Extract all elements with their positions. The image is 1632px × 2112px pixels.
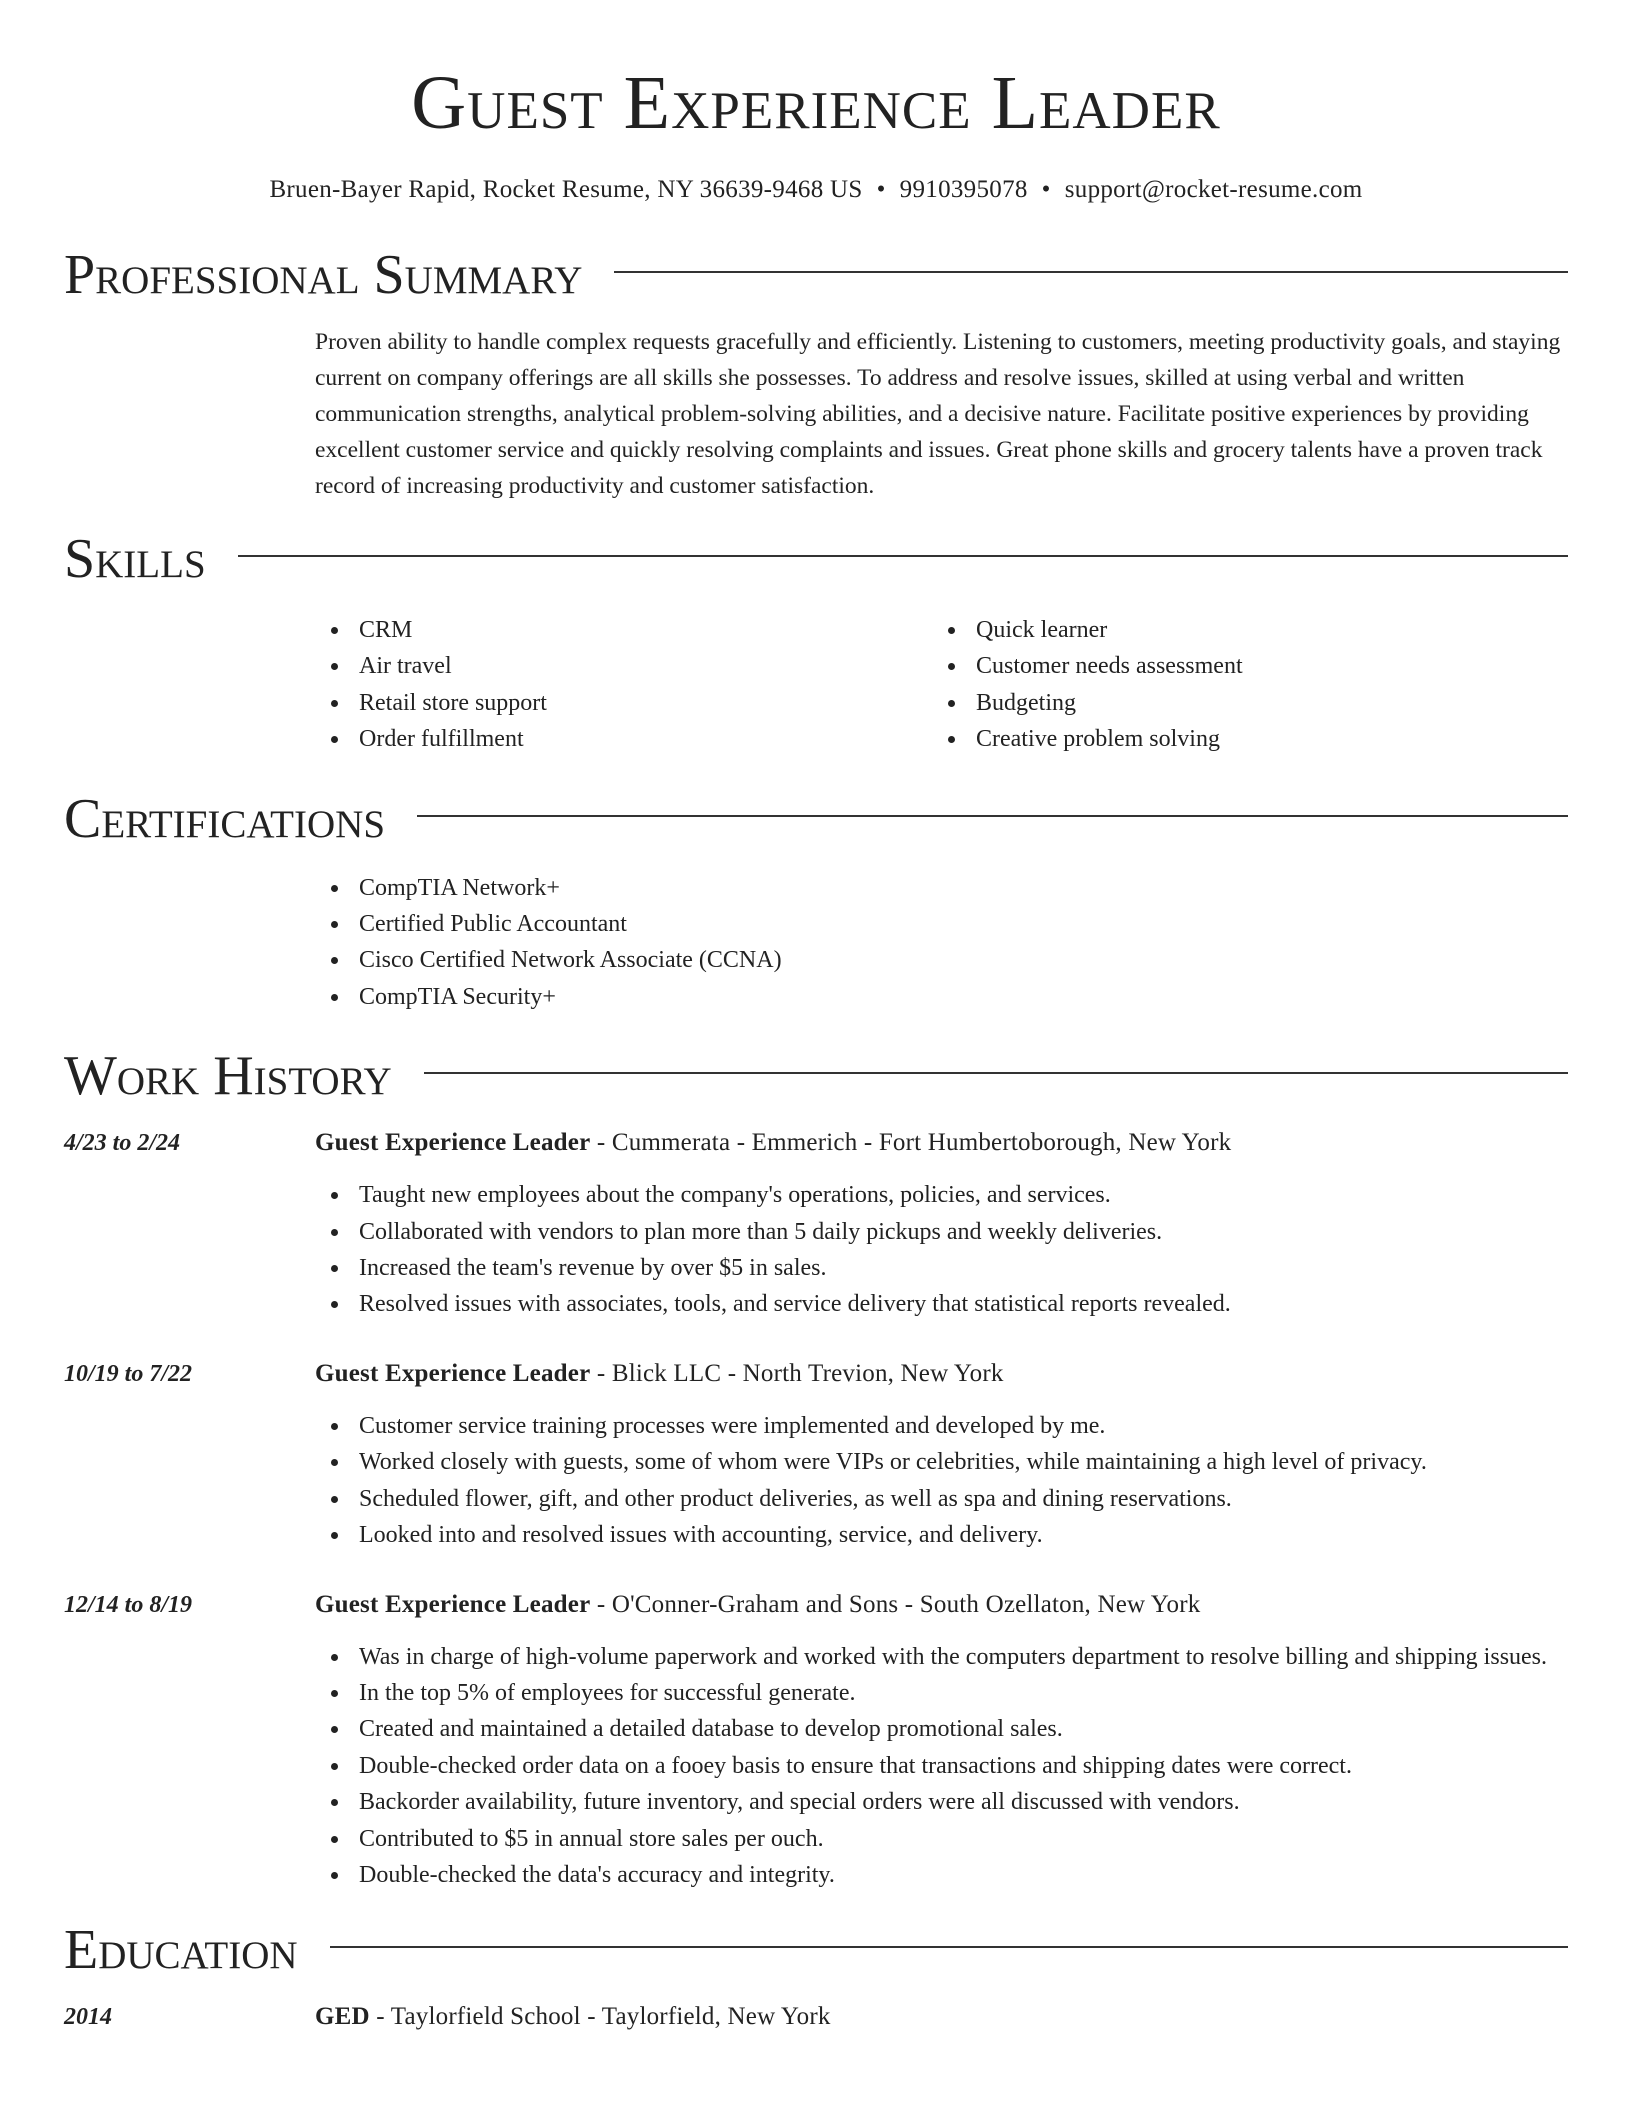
job-duty: Contributed to $5 in annual store sales per ouch.: [315, 1821, 1569, 1857]
job-date: 4/23 to 2/24: [64, 1130, 181, 1157]
section-divider: [238, 555, 1568, 557]
certification-item: CompTIA Network+: [315, 870, 1569, 906]
work-history-heading: Work History: [64, 1045, 392, 1108]
skill-item: Customer needs assessment: [932, 648, 1549, 684]
job-duty: Double-checked order data on a fooey basis to ensure that transactions and shipping dates were correct.: [315, 1748, 1569, 1784]
job-role: Guest Experience Leader: [315, 1129, 591, 1157]
job-duty: In the top 5% of employees for successful generate.: [315, 1675, 1569, 1711]
education-date: 2014: [64, 2004, 112, 2031]
job-duty: Backorder availability, future inventory, and special orders were all discussed with vendors.: [315, 1784, 1569, 1820]
job-duty: Collaborated with vendors to plan more than 5 daily pickups and weekly deliveries.: [315, 1214, 1569, 1250]
job-employer: - Cummerata - Emmerich - Fort Humbertoborough, New York: [590, 1129, 1232, 1157]
skill-item: Order fulfillment: [315, 721, 932, 757]
job-duty: Customer service training processes were implemented and developed by me.: [315, 1408, 1569, 1444]
skills-list-left: [315, 612, 932, 758]
contact-separator: •: [876, 176, 886, 203]
certification-item: CompTIA Security+: [315, 979, 1569, 1015]
summary-text: Proven ability to handle complex requests gracefully and efficiently. Listening to customers, meeting productivity goals, and staying current on company offerings are all skills she possesses. To address and resolve issues, skilled at using verbal and written communication strengths, analytical problem-solving abilities, and a decisive nature. Facilitate positive experiences by providing excellent customer service and quickly resolving complaints and issues. Great phone skills and grocery talents have a proven track record of increasing productivity and customer satisfaction.: [315, 329, 1561, 499]
job-duties-list: [315, 1177, 1569, 1323]
section-divider: [330, 1946, 1568, 1948]
certifications-heading: Certifications: [64, 787, 386, 850]
contact-line: [64, 174, 1568, 206]
job-entry: [64, 1125, 1568, 1323]
contact-phone: 9910395078: [899, 176, 1028, 203]
certifications-section: [64, 788, 1568, 1016]
job-date: 10/19 to 7/22: [64, 1360, 193, 1387]
job-title-line: [315, 1125, 1231, 1161]
skills-list-right: [932, 612, 1549, 758]
job-duty: Created and maintained a detailed database to develop promotional sales.: [315, 1711, 1569, 1747]
skill-item: Budgeting: [932, 685, 1549, 721]
skill-item: Retail store support: [315, 685, 932, 721]
job-date: 12/14 to 8/19: [64, 1591, 193, 1618]
certification-item: Cisco Certified Network Associate (CCNA): [315, 942, 1569, 978]
job-duty: Worked closely with guests, some of whom were VIPs or celebrities, while maintaining a high level of privacy.: [315, 1444, 1569, 1480]
skill-item: Creative problem solving: [932, 721, 1549, 757]
job-title-line: [315, 1356, 1004, 1392]
job-role: Guest Experience Leader: [315, 1359, 591, 1387]
job-entry: [64, 1356, 1568, 1554]
job-role: Guest Experience Leader: [315, 1590, 591, 1618]
job-duty: Increased the team's revenue by over $5 in sales.: [315, 1250, 1569, 1286]
certification-item: Certified Public Accountant: [315, 906, 1569, 942]
job-duty: Resolved issues with associates, tools, and service delivery that statistical reports revealed.: [315, 1286, 1569, 1322]
section-divider: [614, 271, 1568, 273]
education-line: [315, 1999, 831, 2035]
education-school: - Taylorfield School - Taylorfield, New York: [369, 2003, 831, 2031]
education-section: [64, 1919, 1568, 2035]
certifications-list: [315, 870, 1569, 1016]
skill-item: CRM: [315, 612, 932, 648]
education-heading: Education: [64, 1919, 298, 1982]
skill-item: Air travel: [315, 648, 932, 684]
work-history-section: [64, 1045, 1568, 1893]
section-divider: [417, 815, 1568, 817]
job-duty: Was in charge of high-volume paperwork and worked with the computers department to resolve billing and shipping issues.: [315, 1639, 1569, 1675]
skills-section: [64, 528, 1568, 758]
job-entry: [64, 1587, 1568, 1894]
job-duty: Taught new employees about the company's operations, policies, and services.: [315, 1177, 1569, 1213]
section-divider: [424, 1072, 1568, 1074]
summary-section: [64, 244, 1568, 504]
job-employer: - Blick LLC - North Trevion, New York: [590, 1359, 1004, 1387]
job-duty: Looked into and resolved issues with accounting, service, and delivery.: [315, 1517, 1569, 1553]
summary-heading: Professional Summary: [64, 244, 583, 306]
contact-email: support@rocket-resume.com: [1064, 176, 1363, 203]
job-title-line: [315, 1587, 1200, 1623]
job-duty: Scheduled flower, gift, and other product deliveries, as well as spa and dining reservations.: [315, 1481, 1569, 1517]
resume-name: Guest Experience Leader: [411, 61, 1221, 145]
education-entry: [64, 1999, 1568, 2035]
job-duty: Double-checked the data's accuracy and integrity.: [315, 1857, 1569, 1893]
job-employer: - O'Conner-Graham and Sons - South Ozellaton, New York: [590, 1590, 1201, 1618]
skills-heading: Skills: [64, 528, 206, 590]
job-duties-list: [315, 1408, 1569, 1554]
education-degree: GED: [315, 2003, 370, 2031]
job-duties-list: [315, 1639, 1569, 1894]
contact-address: Bruen-Bayer Rapid, Rocket Resume, NY 36639-9468 US: [269, 176, 863, 203]
skill-item: Quick learner: [932, 612, 1549, 648]
contact-separator: •: [1041, 176, 1051, 203]
